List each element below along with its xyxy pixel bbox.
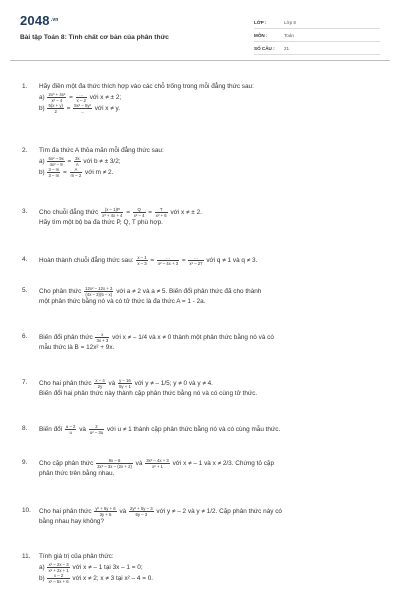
meta-value: 21 xyxy=(284,45,290,51)
question-3 xyxy=(22,207,382,228)
meta-value: Toán xyxy=(284,32,294,38)
question-5 xyxy=(22,286,382,307)
question-number: 11. xyxy=(22,553,31,560)
meta-label: SỐ CÂU : xyxy=(254,45,275,51)
question-number: 10. xyxy=(22,507,31,514)
meta-row-subject xyxy=(254,29,380,42)
question-6 xyxy=(22,332,382,353)
site-logo[interactable]: $2048^{.vn}$ xyxy=(20,13,59,28)
question-7 xyxy=(22,378,382,399)
question-number: 6. xyxy=(22,333,28,340)
fraction: $\frac{\text{y² + 5y + 6}}{3y + 6}$ xyxy=(95,506,116,517)
question-text-line2: phân thức trên bằng nhau. xyxy=(39,470,115,478)
question-text: Cho phân thức $\frac{\text{12x² – 12x + 3}}{(4x - 3)(5 - x)}$ với a ≠ 2 và a ≠ 5. Biến đổi phân thức đã cho thành xyxy=(39,286,262,297)
fraction: $\frac{9x - 6}{\text{3x³ – 3x – (2x + 2)}}$ xyxy=(97,458,132,469)
question-number: 2. xyxy=(22,147,28,154)
question-text: Biến đổi $\frac{u - 2}{u}$ và $\frac{2}{\text{u² – 3u}}$ với u ≠ 1 thành cặp phân thức bằng nó và có cùng mẫu thức. xyxy=(39,424,281,435)
fraction: $\frac{y - 16}{5y + 1}$ xyxy=(119,378,131,389)
meta-table xyxy=(254,16,380,55)
fraction: $\frac{\text{12x² – 12x + 3}}{(4x - 3)(5 - x)}$ xyxy=(85,286,113,297)
question-text: Tính giá trị của phân thức: xyxy=(39,553,114,560)
header-divider xyxy=(10,60,390,61)
page-title: Bài tập Toán 8: Tính chất cơ bản của phân thức xyxy=(20,34,169,41)
question-number: 1. xyxy=(22,83,28,90)
question-number: 7. xyxy=(22,379,28,386)
fraction: $\frac{x - 2}{\text{x² – 5x + 6}}$ xyxy=(48,573,69,585)
fraction: $\frac{\text{2y² + 5y – 3}}{6y - 3}$ xyxy=(130,506,153,517)
fraction: $\frac{\dots}{x - 2}$ xyxy=(76,92,86,103)
question-text: Cho hai phân thức $\frac{\text{y² + 5y + 6}}{3y + 6}$ và $\frac{\text{2y² + 5y – 3}}{6y - 3}$ với y ≠ – 2 và y ≠ 1/2. Cặp phân thức này có xyxy=(39,506,282,517)
question-part-a: a) $\frac{\text{2x³ + 4x²}}{\text{x² – 4}}$ = $\frac{\dots}{x - 2}$ với x ≠ ± 2; xyxy=(39,92,122,103)
question-text-line2: bằng nhau hay không? xyxy=(39,518,105,526)
fraction: $\frac{(x - 1)P}{\text{x³ + 4x + 4}}$ xyxy=(102,207,123,218)
fraction: $\frac{Q}{\text{x² – 4}}$ xyxy=(133,207,145,218)
question-part-b: b) $\frac{x - 2}{\text{x² – 5x + 6}}$ với x ≠ 2; x ≠ 3 tại x² – 4 = 0. xyxy=(39,573,154,585)
fraction: $\frac{u - 2}{u}$ xyxy=(65,424,76,435)
meta-label: LỚP : xyxy=(254,19,267,25)
question-part-b: b) $\frac{5(x + y)}{2}$ = $\frac{\text{5x² – 5y²}}{\dots}$ với x ≠ y. xyxy=(39,103,121,115)
question-8 xyxy=(22,424,382,435)
question-part-a: a) $\frac{\text{6x² – 9x}}{\text{4x² – 9}}$ = $\frac{3x}{A}$ với b ≠ ± 3/2; xyxy=(39,156,121,167)
question-text: Hoàn thành chuỗi đẳng thức sau: $\frac{x - 1}{x - 3}$ = $\frac{\dots}{\text{x² – 4x + 3}}$ = $\frac{\dots}{\text{x² – 27}}$ với q ≠ 1 và q ≠ 3. xyxy=(39,255,258,266)
fraction: $\frac{A}{m - 2}$ xyxy=(70,167,82,179)
fraction: $\frac{x - 1}{x - 3}$ xyxy=(137,255,147,266)
fraction: $\frac{3 - m}{3 - m}$ xyxy=(48,167,60,179)
question-text-line2: mẫu thức là B = 12x² + 9x. xyxy=(39,344,115,352)
question-part-a: a) $\frac{\text{x² – 2x – 3}}{\text{x² + 2x + 1}}$ với x ≠ – 1 tại 3x – 1 = 0; xyxy=(39,562,143,573)
meta-row-class xyxy=(254,16,380,29)
question-number: 9. xyxy=(22,459,28,466)
fraction: $\frac{\text{x² – 2x – 3}}{\text{x² + 2x + 1}}$ xyxy=(48,562,69,573)
fraction: $\frac{T}{\text{x² + 6}}$ xyxy=(155,207,167,218)
question-text: Cho cặp phân thức $\frac{9x - 6}{\text{3x³ – 3x – (2x + 2)}}$ và $\frac{\text{3x² – 4x + 3}}{\text{x² + 1}}$ với x ≠ – 1 và x ≠ 2/3. Chứng tỏ cặp xyxy=(39,458,275,469)
question-2 xyxy=(22,146,382,178)
question-part-b: b) $\frac{3 - m}{3 - m}$ = $\frac{A}{m - 2}$ với m ≠ 2. xyxy=(39,167,114,179)
fraction: $\frac{\text{5x² – 5y²}}{\dots}$ xyxy=(74,103,91,115)
question-number: 4. xyxy=(22,256,28,263)
question-text: Cho hai phân thức $\frac{x - 4}{2y}$ và $\frac{y - 16}{5y + 1}$ với y ≠ – 1/5; y ≠ 0 và y ≠ 4. xyxy=(39,378,213,389)
question-text: Biến đổi phân thức $\frac{x}{3x + 3}$ với x ≠ – 1/4 và x ≠ 0 thành một phân thức bằng nó và có xyxy=(39,332,274,343)
question-text: Hãy điền một đa thức thích hợp vào các chỗ trống trong mỗi đẳng thức sau: xyxy=(39,83,254,90)
fraction: $\frac{2}{\text{u² – 3u}}$ xyxy=(89,424,104,435)
question-number: 5. xyxy=(22,287,28,294)
meta-label: MÔN : xyxy=(254,32,268,38)
question-4 xyxy=(22,255,382,266)
fraction: $\frac{x - 4}{2y}$ xyxy=(95,378,105,389)
question-1 xyxy=(22,82,382,114)
fraction: $\frac{5(x + y)}{2}$ xyxy=(48,103,63,115)
fraction: $\frac{x}{3x + 3}$ xyxy=(96,332,109,343)
question-text: Tìm đa thức A thỏa mãn mỗi đẳng thức sau: xyxy=(39,147,164,154)
question-11 xyxy=(22,552,382,584)
fraction: $\frac{\dots}{\text{x² – 4x + 3}}$ xyxy=(157,255,179,266)
fraction: $\frac{\text{6x² – 9x}}{\text{4x² – 9}}$ xyxy=(48,156,64,167)
question-text-line2: Hãy tìm một bộ ba đa thức P, Q, T phù hợp. xyxy=(39,219,163,227)
question-number: 3. xyxy=(22,208,28,215)
question-9 xyxy=(22,458,382,479)
fraction: $\frac{\dots}{\text{x² – 27}}$ xyxy=(189,255,203,266)
question-text-line2: Biến đổi hai phân thức này thành cặp phân thức bằng nó và có cùng tử thức. xyxy=(39,390,258,398)
fraction: $\frac{3x}{A}$ xyxy=(75,156,80,167)
meta-value: Lớp 8 xyxy=(284,19,296,25)
meta-row-count xyxy=(254,42,380,55)
question-text-line2: một phân thức bằng nó và có tử thức là đa thức A = 1 - 2a. xyxy=(39,298,206,306)
fraction: $\frac{\text{3x² – 4x + 3}}{\text{x² + 1}}$ xyxy=(146,458,169,469)
question-text: Cho chuỗi đẳng thức $\frac{(x - 1)P}{\text{x³ + 4x + 4}}$ = $\frac{Q}{\text{x² – 4}}$ = $\frac{T}{\text{x² + 6}}$ với x ≠ ± 2. xyxy=(39,207,202,218)
question-10 xyxy=(22,506,382,527)
question-number: 8. xyxy=(22,425,28,432)
fraction: $\frac{\text{2x³ + 4x²}}{\text{x² – 4}}$ xyxy=(48,92,66,103)
